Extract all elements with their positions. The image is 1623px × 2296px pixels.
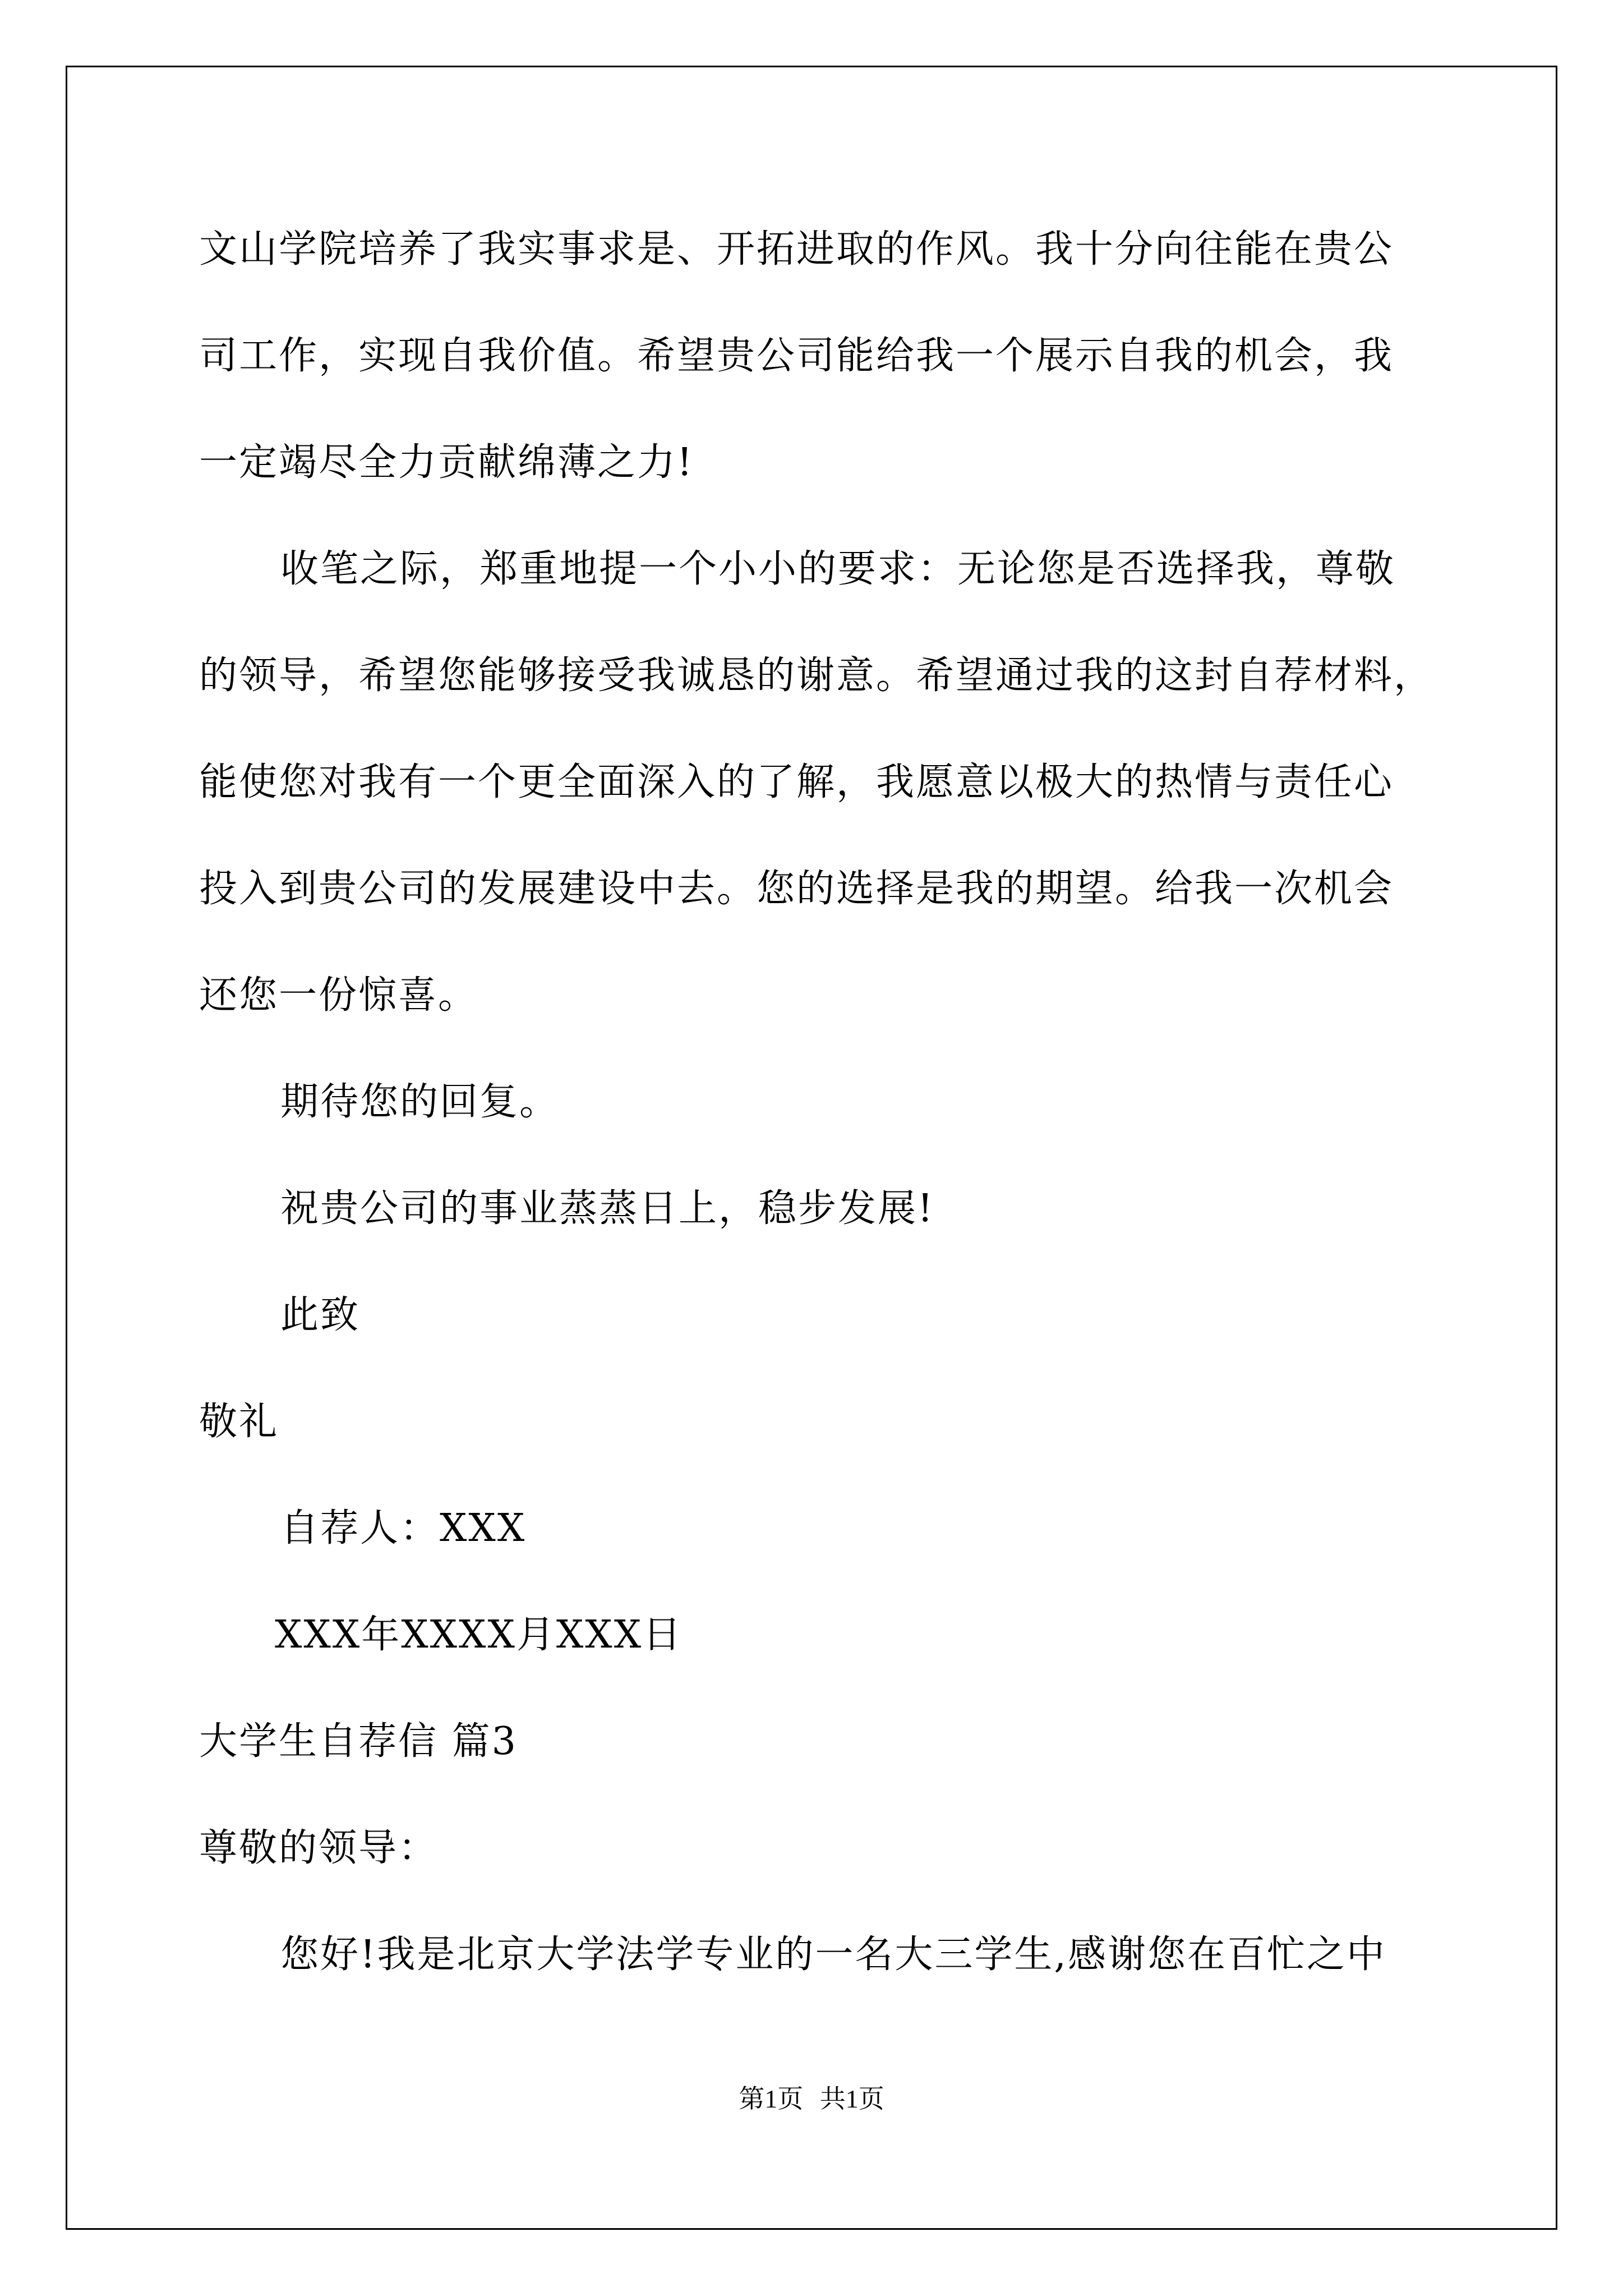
page-border	[66, 66, 1557, 2230]
paragraph-line: 文山学院培养了我实事求是、开拓进取的作风。我十分向往能在贵公	[199, 227, 1394, 272]
page-footer: 第1页 共1页	[739, 2085, 884, 2113]
paragraph-line: 一定竭尽全力贡献绵薄之力!	[199, 440, 694, 485]
paragraph-line: 能使您对我有一个更全面深入的了解，我愿意以极大的热情与责任心	[199, 760, 1394, 804]
paragraph-line: 期待您的回复。	[280, 1080, 560, 1124]
paragraph-line: 收笔之际，郑重地提一个小小的要求：无论您是否选择我，尊敬	[280, 547, 1396, 591]
section-title: 大学生自荐信 篇3	[199, 1719, 518, 1764]
signature-line: 自荐人：XXX	[280, 1506, 527, 1550]
date-line: XXX年XXXX月XXX日	[275, 1613, 683, 1657]
greeting-line: 尊敬的领导：	[199, 1826, 439, 1870]
paragraph-line: 还您一份惊喜。	[199, 973, 478, 1018]
paragraph-line: 司工作，实现自我价值。希望贵公司能给我一个展示自我的机会，我	[199, 334, 1394, 378]
paragraph-line: 祝贵公司的事业蒸蒸日上，稳步发展!	[280, 1186, 935, 1231]
paragraph-line: 您好!我是北京大学法学专业的一名大三学生,感谢您在百忙之中	[280, 1932, 1386, 1977]
salutation-line: 敬礼	[199, 1400, 279, 1444]
paragraph-line: 投入到贵公司的发展建设中去。您的选择是我的期望。给我一次机会	[199, 867, 1394, 911]
closing-line: 此致	[280, 1293, 361, 1337]
paragraph-line: 的领导，希望您能够接受我诚恳的谢意。希望通过我的这封自荐材料，	[199, 654, 1434, 698]
